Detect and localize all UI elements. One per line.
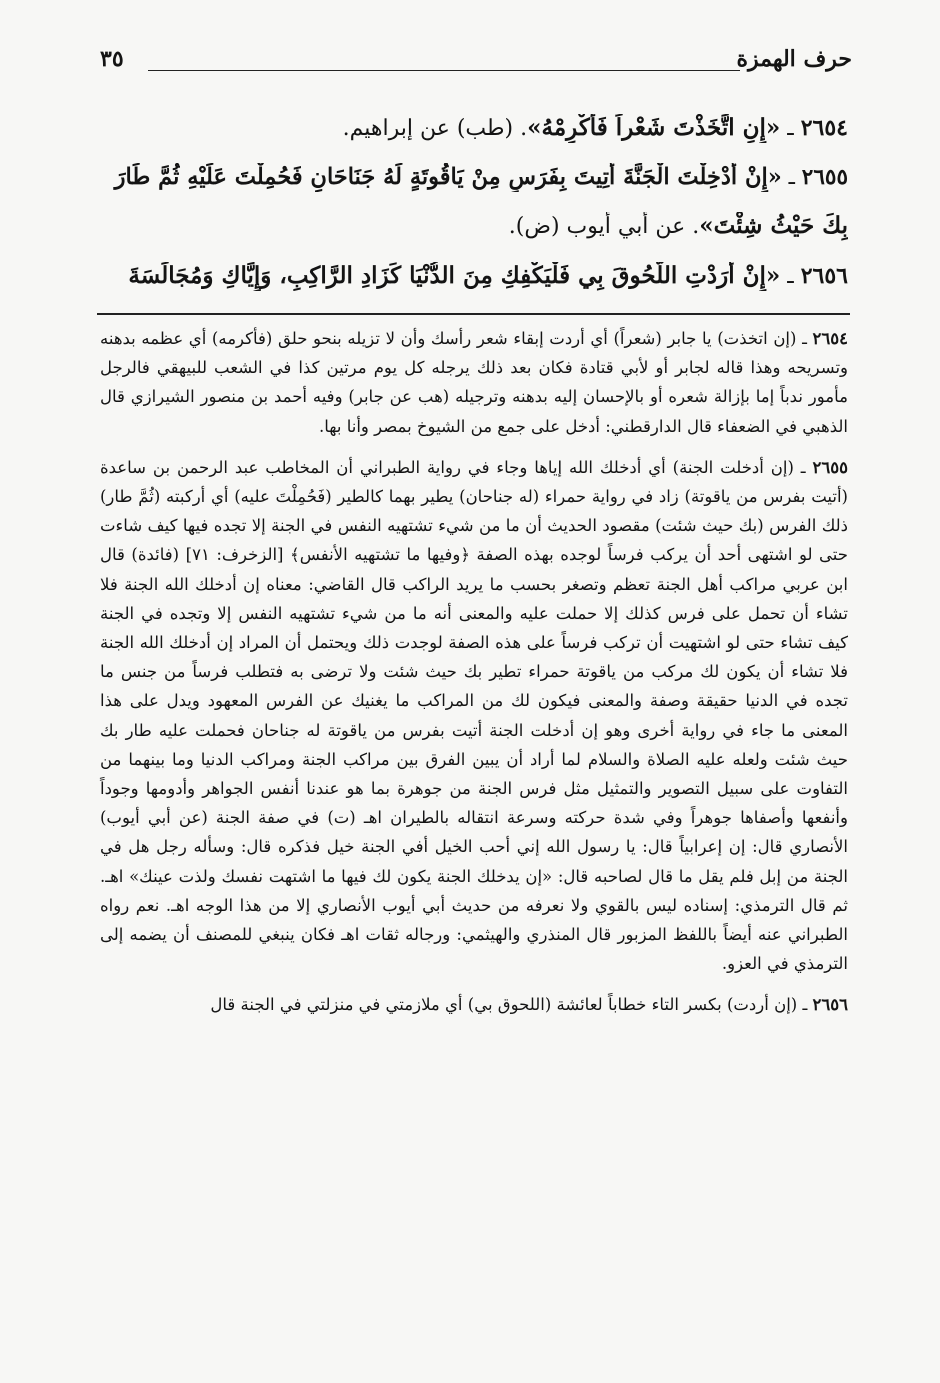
footnote-divider: [97, 313, 850, 315]
hadith-source: . عن أبي أيوب (ض).: [508, 214, 700, 239]
commentary-number: ٢٦٥٥: [812, 457, 848, 477]
commentary-2655: [100, 453, 848, 979]
hadith-separator: ـ: [781, 165, 802, 190]
header-rule: [148, 70, 740, 71]
commentary-number: ٢٦٥٦: [812, 995, 848, 1015]
commentary-2656: [100, 990, 848, 1019]
hadith-number: ٢٦٥٦: [800, 263, 848, 289]
commentary-text: ـ (إن أدخلت الجنة) أي أدخلك الله إياها وجاء في رواية الطبراني أن المخاطب عبد الرحمن بن ساعدة (أتيت بفرس من ياقوتة) زاد في رواية حمراء (له جناحان) يطير بهما كالطير (فَحُمِلْتَ عليه) أي أركبته (ثُمَّ طار) ذلك الفرس (بك حيث شئت) مقصود الحديث أن ما من شيء تشتهيه النفس في الجنة إلا تجده فيها كيف شاءت حتى لو اشتهى أحد أن يركب فرساً لوجده بهذه الصفة ﴿وفيها ما تشتهيه الأنفس﴾ [الزخرف: ٧١] (فائدة) قال ابن عربي مراكب أهل الجنة تعظم وتصغر بحسب ما يريد الراكب قال القاضي: معناه إن أدخلك الله الجنة فلا تشاء أن تحمل على فرس كذلك إلا حملت عليه والمعنى أنه ما من شيء تشتهيه النفس إلا وتجده في الجنة كيف تشاء حتى لو اشتهيت أن تركب فرساً على هذه الصفة لوجدت ذلك ويحتمل أن المراد إن أدخلك الله الجنة فلا تشاء أن يكون لك مركب من ياقوتة حمراء تطير بك حيث شئت ولا ترضى به فتطلب فرساً من جنس ما تجده في الدنيا حقيقة وصفة والمعنى فيكون لك من المراكب ما يغنيك عن الفرس المعهود ويدل على هذا المعنى ما جاء في رواية أخرى وهو إن أدخلت الجنة أتيت بفرس من ياقوتة له جناحان فحملت عليه طار بك حيث شئت ولعله عليه الصلاة والسلام لما أراد أن يبين الفرق بين مراكب الجنة ومراكب الدنيا وما بينهما من التفاوت على سبيل التصوير والتمثيل مثل فرس الجنة من جوهرة بما هو عندنا أنفس الجواهر وأدومها وجوداً وأنفعها وأصفاها جوهراً وفي شدة حركته وسرعة انتقاله بالطيران اهـ (ت) في صفة الجنة (عن أبي أيوب) الأنصاري قال: إن إعرابياً قال: يا رسول الله إني أحب الخيل أفي الجنة خيل فذكره قال: وسأله رجل هل في الجنة من إبل فلم يقل ما قال لصاحبه قال: «إن يدخلك الجنة يكون لك فيها ما اشتهت نفسك ولذت عينك» اهـ. ثم قال الترمذي: إسناده ليس بالقوي ولا نعرفه من حديث أبي أيوب الأنصاري إلا من هذا الوجه اهـ. نعم رواه الطبراني عنه أيضاً باللفظ المزبور قال المنذري والهيثمي: ورجاله ثقات اهـ فكان ينبغي للمصنف أن يضمه إلى الترمذي في العزو.: [100, 457, 848, 974]
hadith-number: ٢٦٥٤: [800, 115, 848, 141]
hadith-separator: ـ: [780, 116, 801, 141]
page-header: [100, 46, 852, 84]
chapter-title: حرف الهمزة: [736, 46, 852, 72]
hadith-2654: [100, 114, 848, 143]
hadith-separator: ـ: [780, 264, 801, 289]
hadith-text: «إِنِ اتَّخَذْتَ شَعْراً فَأَكْرِمْهُ»: [527, 114, 781, 141]
hadith-2655-line-2: [100, 212, 848, 241]
hadith-2655-line-1: [100, 163, 848, 192]
hadith-text: بِكَ حَيْثُ شِئْتَ»: [699, 212, 848, 239]
commentary-2654: [100, 324, 848, 441]
commentary-number: ٢٦٥٤: [812, 329, 848, 348]
commentary-text: ـ (إن أردت) بكسر التاء خطاباً لعائشة (اللحوق بي) أي ملازمتي في منزلتي في الجنة قال: [210, 995, 813, 1015]
hadith-text: «إِنْ أَرَدْتِ اللُّحُوقَ بِي فَلْيَكْفِكِ مِنَ الدُّنْيَا كَزَادِ الرَّاكِبِ، وَإِيَّاكِ وَمُجَالَسَةَ: [128, 262, 781, 289]
hadith-text: «إِنْ أُدْخِلْتَ الْجَنَّةَ أُتِيتَ بِفَرَسٍ مِنْ يَاقُوتَةٍ لَهُ جَنَاحَانِ فَحُمِلْتَ عَلَيْهِ ثُمَّ طَارَ: [114, 164, 782, 190]
hadith-source: . (طب) عن إبراهيم.: [342, 116, 528, 141]
commentary-text: ـ (إن اتخذت) يا جابر (شعراً) أي أردت إبقاء شعر رأسك وأن لا تزيله بنحو حلق (فأكرمه) أي عظمه بدهنه وتسريحه وهذا قاله لجابر أو لأبي قتادة فكان بعد ذلك يرجله كل يوم مرتين كذا في الشعب للبيهقي فالرجل مأمور ندباً إما بإزالة شعره أو بالإحسان إليه بدهنه وترجيله (هب عن جابر) وفيه أحمد بن منصور الشيرازي قال الذهبي في الضعفاء قال الدارقطني: أدخل على جمع من الشيوخ بمصر وأنا بها.: [100, 329, 848, 436]
commentary-section: [100, 324, 848, 1314]
page-number: ٣٥: [100, 46, 124, 72]
hadith-number: ٢٦٥٥: [801, 165, 848, 190]
hadith-2656: [100, 262, 848, 291]
